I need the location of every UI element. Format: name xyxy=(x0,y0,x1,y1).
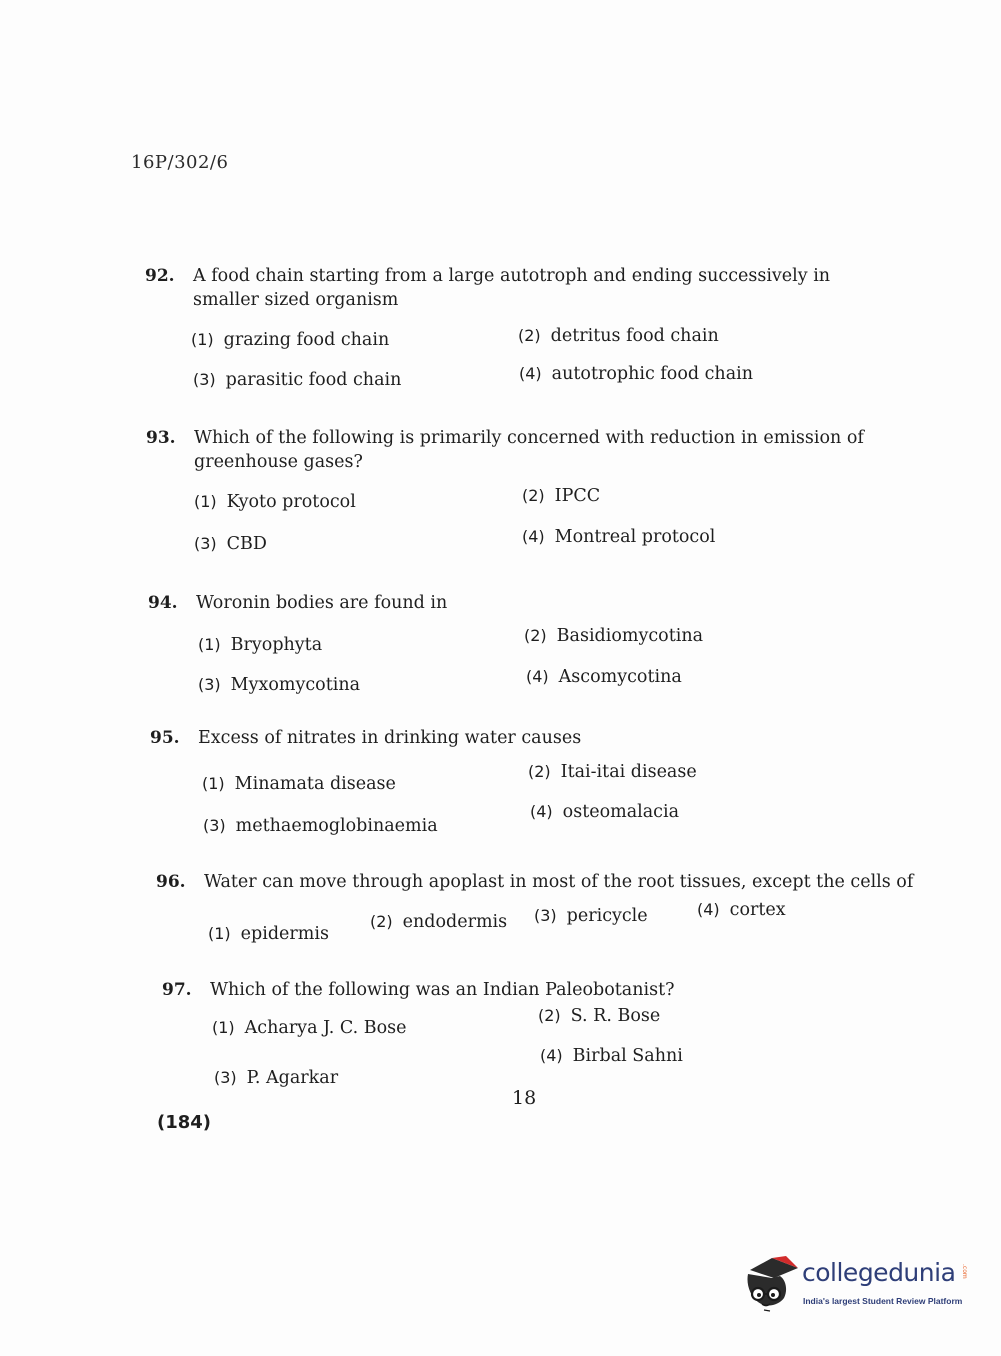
option-number: (4) xyxy=(530,802,553,821)
option-text: Montreal protocol xyxy=(554,527,716,547)
option-text: Birbal Sahni xyxy=(572,1046,683,1066)
mascot-logo-icon xyxy=(742,1250,800,1312)
question-text: Excess of nitrates in drinking water causes xyxy=(198,728,582,748)
option-2 xyxy=(538,1004,660,1028)
option-text: parasitic food chain xyxy=(225,370,402,390)
option-2 xyxy=(522,484,600,508)
option-number: (3) xyxy=(203,816,226,835)
brand-domain: .com xyxy=(961,1264,968,1279)
question-number: 97. xyxy=(162,980,192,1000)
option-number: (4) xyxy=(697,900,720,919)
option-4 xyxy=(526,665,682,689)
option-text: Minamata disease xyxy=(234,774,396,794)
question-96 xyxy=(156,870,914,950)
option-4 xyxy=(697,898,786,922)
option-1 xyxy=(191,328,389,352)
option-number: (3) xyxy=(194,534,217,553)
option-1 xyxy=(202,772,396,796)
option-4 xyxy=(540,1044,683,1068)
question-92 xyxy=(145,264,885,394)
option-2 xyxy=(518,324,719,348)
option-number: (3) xyxy=(198,675,221,694)
option-text: Itai-itai disease xyxy=(560,762,697,782)
option-text: osteomalacia xyxy=(562,802,680,822)
question-95 xyxy=(150,726,890,836)
question-number: 95. xyxy=(150,728,180,748)
option-text: S. R. Bose xyxy=(570,1006,661,1026)
option-text: Bryophyta xyxy=(230,635,323,655)
question-text: A food chain starting from a large autotroph and ending successively in smaller sized organism xyxy=(193,266,831,310)
option-1 xyxy=(194,490,356,514)
option-text: Kyoto protocol xyxy=(226,492,356,512)
page-number: 18 xyxy=(512,1087,537,1109)
option-number: (2) xyxy=(370,912,393,931)
option-3 xyxy=(203,814,438,838)
set-code: (184) xyxy=(157,1112,212,1133)
option-2 xyxy=(524,624,703,648)
option-text: CBD xyxy=(226,534,267,554)
option-3 xyxy=(198,673,360,697)
question-number: 92. xyxy=(145,266,175,286)
option-number: (3) xyxy=(534,906,557,925)
question-text: Water can move through apoplast in most of the root tissues, except the cells of xyxy=(204,872,914,892)
option-number: (4) xyxy=(519,364,542,383)
option-text: Ascomycotina xyxy=(558,667,682,687)
option-1 xyxy=(198,633,322,657)
option-1 xyxy=(208,922,329,946)
option-2 xyxy=(370,910,507,934)
option-number: (2) xyxy=(538,1006,561,1025)
option-3 xyxy=(193,368,401,392)
option-4 xyxy=(522,525,715,549)
option-text: cortex xyxy=(729,900,786,920)
option-2 xyxy=(528,760,697,784)
question-text: Woronin bodies are found in xyxy=(196,593,448,613)
option-number: (1) xyxy=(198,635,221,654)
option-1 xyxy=(212,1016,406,1040)
option-text: endodermis xyxy=(402,912,508,932)
option-number: (3) xyxy=(193,370,216,389)
option-text: P. Agarkar xyxy=(246,1068,339,1088)
option-text: Basidiomycotina xyxy=(556,626,704,646)
option-number: (2) xyxy=(522,486,545,505)
option-number: (2) xyxy=(518,326,541,345)
option-number: (1) xyxy=(212,1018,235,1037)
option-3 xyxy=(534,904,648,928)
option-number: (1) xyxy=(191,330,214,349)
question-97 xyxy=(162,978,902,1088)
option-number: (4) xyxy=(526,667,549,686)
brand-tagline: India's largest Student Review Platform xyxy=(803,1296,963,1306)
question-number: 96. xyxy=(156,872,186,892)
option-text: Acharya J. C. Bose xyxy=(244,1018,407,1038)
question-text: Which of the following was an Indian Paleobotanist? xyxy=(210,980,675,1000)
question-number: 93. xyxy=(146,428,176,448)
option-number: (4) xyxy=(522,527,545,546)
option-text: detritus food chain xyxy=(550,326,719,346)
option-4 xyxy=(530,800,679,824)
option-number: (1) xyxy=(202,774,225,793)
option-3 xyxy=(194,532,267,556)
brand-name: collegedunia xyxy=(802,1258,956,1287)
question-number: 94. xyxy=(148,593,178,613)
option-text: IPCC xyxy=(554,486,601,506)
option-text: epidermis xyxy=(240,924,329,944)
question-94 xyxy=(148,591,888,701)
option-number: (3) xyxy=(214,1068,237,1087)
option-3 xyxy=(214,1066,338,1090)
option-number: (4) xyxy=(540,1046,563,1065)
option-text: grazing food chain xyxy=(223,330,390,350)
question-93 xyxy=(146,426,886,556)
collegedunia-watermark xyxy=(742,1250,972,1320)
option-number: (2) xyxy=(524,626,547,645)
option-text: pericycle xyxy=(566,906,648,926)
option-number: (1) xyxy=(208,924,231,943)
paper-code: 16P/302/6 xyxy=(131,152,229,173)
question-text: Which of the following is primarily concerned with reduction in emission of greenhouse gases? xyxy=(194,428,864,472)
option-number: (2) xyxy=(528,762,551,781)
option-text: methaemoglobinaemia xyxy=(235,816,438,836)
option-number: (1) xyxy=(194,492,217,511)
option-text: Myxomycotina xyxy=(230,675,361,695)
option-text: autotrophic food chain xyxy=(551,364,753,384)
option-4 xyxy=(519,362,753,386)
